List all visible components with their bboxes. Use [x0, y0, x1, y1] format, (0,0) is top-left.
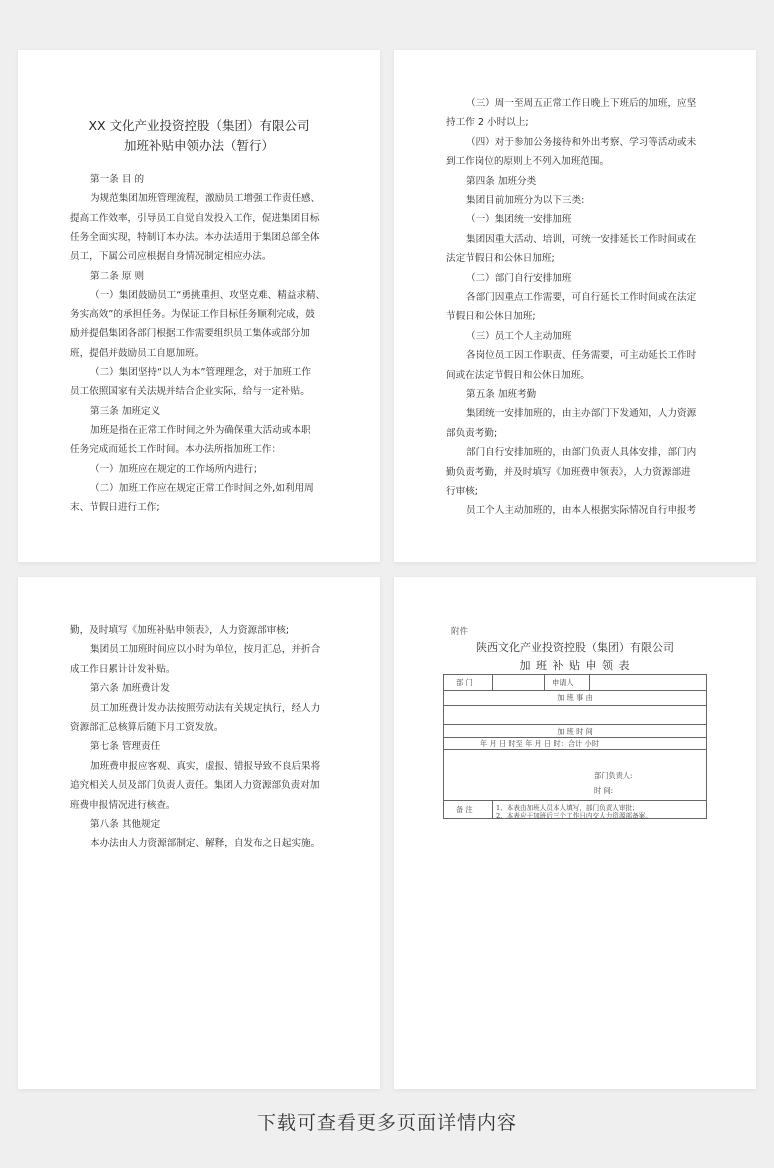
text-line: 员工依照国家有关法规并结合企业实际，给与一定补贴。	[70, 386, 310, 398]
text-line: （一）加班应在规定的工作场所内进行；	[90, 463, 263, 475]
text-line: 第六条 加班费计发	[90, 683, 170, 695]
text-line: 勤负责考勤，并及时填写《加班费申领表》，人力资源部进	[446, 466, 691, 478]
text-line: （一）集团统一安排加班	[466, 214, 572, 226]
text-line: 末、节假日进行工作;	[70, 502, 160, 514]
appendix-label: 附件	[451, 627, 469, 637]
text-line: 第七条 管理责任	[90, 741, 161, 753]
company-name: 陕西文化产业投资控股（集团）有限公司	[476, 641, 674, 654]
text-line: 勤，及时填写《加班补贴申领表》，人力资源部审核;	[70, 625, 290, 636]
text-line: 员工个人主动加班的，由本人根据实际情况自行申报考	[466, 505, 697, 517]
form-title: 加 班 补 贴 申 领 表	[519, 659, 631, 672]
text-line: 部负责考勤;	[446, 427, 498, 439]
text-line: （三）员工个人主动加班	[466, 330, 572, 342]
text-line: 集团目前加班分为以下三类:	[466, 195, 585, 206]
text-line: （四）对于参加公务接待和外出考察、学习等活动或未	[466, 136, 697, 148]
text-line: 各岗位员工因工作职责、任务需要，可主动延长工作时	[466, 350, 697, 362]
date-label: 时 间:	[594, 786, 614, 795]
text-line: 节假日和公休日加班;	[446, 311, 536, 323]
text-line: 励并提倡集团各部门根据工作需要组织员工集体或部分加	[70, 328, 310, 340]
text-line: 部门自行安排加班的，由部门负责人具体安排，部门内	[466, 447, 697, 459]
note-line-1: 1、本表由加班人员本人填写，部门负责人审批；	[496, 804, 639, 812]
text-line: 持工作 2 小时以上;	[446, 117, 529, 129]
text-line: 员工加班费计发办法按照劳动法有关规定执行，经人力	[90, 702, 321, 714]
text-line: （一）集团鼓励员工“勇挑重担、攻坚克难、精益求精、	[90, 289, 326, 301]
text-line: 集团因重大活动、培训，可统一安排延长工作时间或在	[466, 233, 697, 245]
text-line: 班费申报情况进行核查。	[70, 799, 176, 811]
text-line: 提高工作效率，引导员工自觉自发投入工作，促进集团目标	[70, 212, 320, 224]
note-label: 备 注	[456, 805, 473, 814]
text-line: （二）部门自行安排加班	[466, 272, 572, 284]
text-line: 加班是指在正常工作时间之外为确保重大活动或本职	[90, 424, 311, 436]
reason-label: 加 班 事 由	[557, 693, 593, 702]
text-line: 第四条 加班分类	[466, 175, 537, 187]
document-page-2	[394, 50, 756, 562]
note-line-2: 2、本表应于加班后三个工作日内交人力资源部备案。	[496, 812, 652, 820]
text-line: 为规范集团加班管理流程，激励员工增强工作责任感、	[90, 193, 321, 205]
text-line: 任务完成而延长工作时间。本办法所指加班工作：	[70, 444, 282, 456]
text-line: 第八条 其他规定	[90, 819, 161, 830]
document-page-1	[18, 50, 380, 562]
text-line: 班，提倡并鼓励员工自愿加班。	[70, 347, 205, 359]
text-line: 各部门因重点工作需要，可自行延长工作时间或在法定	[466, 292, 697, 303]
document-page-3	[18, 577, 380, 1089]
time-label: 加 班 时 间	[557, 727, 593, 736]
subsidy-form-table	[443, 674, 707, 819]
text-line: 第五条 加班考勤	[466, 389, 537, 400]
text-line: 第二条 原 则	[90, 270, 145, 282]
document-page-4-form	[394, 577, 756, 1089]
text-line: 任务全面实现，特制订本办法。本办法适用于集团总部全体	[70, 231, 320, 243]
text-line: 第一条 目 的	[90, 174, 145, 185]
text-line: （三）周一至周五正常工作日晚上下班后的加班，应坚	[466, 98, 697, 109]
text-line: 资源部汇总核算后随下月工资发放。	[70, 722, 224, 733]
dept-label: 部 门	[456, 678, 473, 687]
text-line: 本办法由人力资源部制定、解释，自发布之日起实施。	[90, 838, 321, 850]
time-row: 年 月 日 时至 年 月 日 时：合计 小时	[480, 739, 599, 748]
text-line: 间或在法定节假日和公休日加班。	[446, 369, 590, 381]
document-subtitle: 加班补贴申领办法（暂行）	[123, 138, 274, 153]
text-line: 务实高效”的承担任务。为保证工作目标任务顺利完成，鼓	[70, 309, 315, 321]
text-line: 追究相关人员及部门负责人责任。集团人力资源部负责对加	[70, 780, 320, 792]
text-line: 集团员工加班时间应以小时为单位，按月汇总，并折合	[90, 644, 321, 656]
applicant-label: 申请人	[552, 678, 574, 687]
document-title: XX 文化产业投资控股（集团）有限公司	[88, 118, 310, 133]
text-line: 员工，下属公司应根据自身情况制定相应办法。	[70, 251, 272, 263]
text-line: （二）加班工作应在规定正常工作时间之外,如利用周	[90, 482, 314, 494]
text-line: 行审核;	[446, 486, 479, 497]
text-line: 集团统一安排加班的，由主办部门下发通知，人力资源	[466, 408, 697, 420]
text-line: 第三条 加班定义	[90, 405, 161, 417]
dept-head-label: 部门负责人:	[594, 771, 633, 780]
text-line: （二）集团坚持“以人为本”管理理念，对于加班工作	[90, 367, 312, 378]
text-line: 成工作日累计计发补贴。	[70, 663, 176, 675]
text-line: 加班费申报应客观、真实，虚报、错报导致不良后果将	[90, 760, 321, 772]
text-line: 到工作岗位的原则上不列入加班范围。	[446, 156, 610, 168]
download-hint-text: 下载可查看更多页面详情内容	[256, 1112, 517, 1134]
text-line: 法定节假日和公休日加班;	[446, 253, 555, 265]
